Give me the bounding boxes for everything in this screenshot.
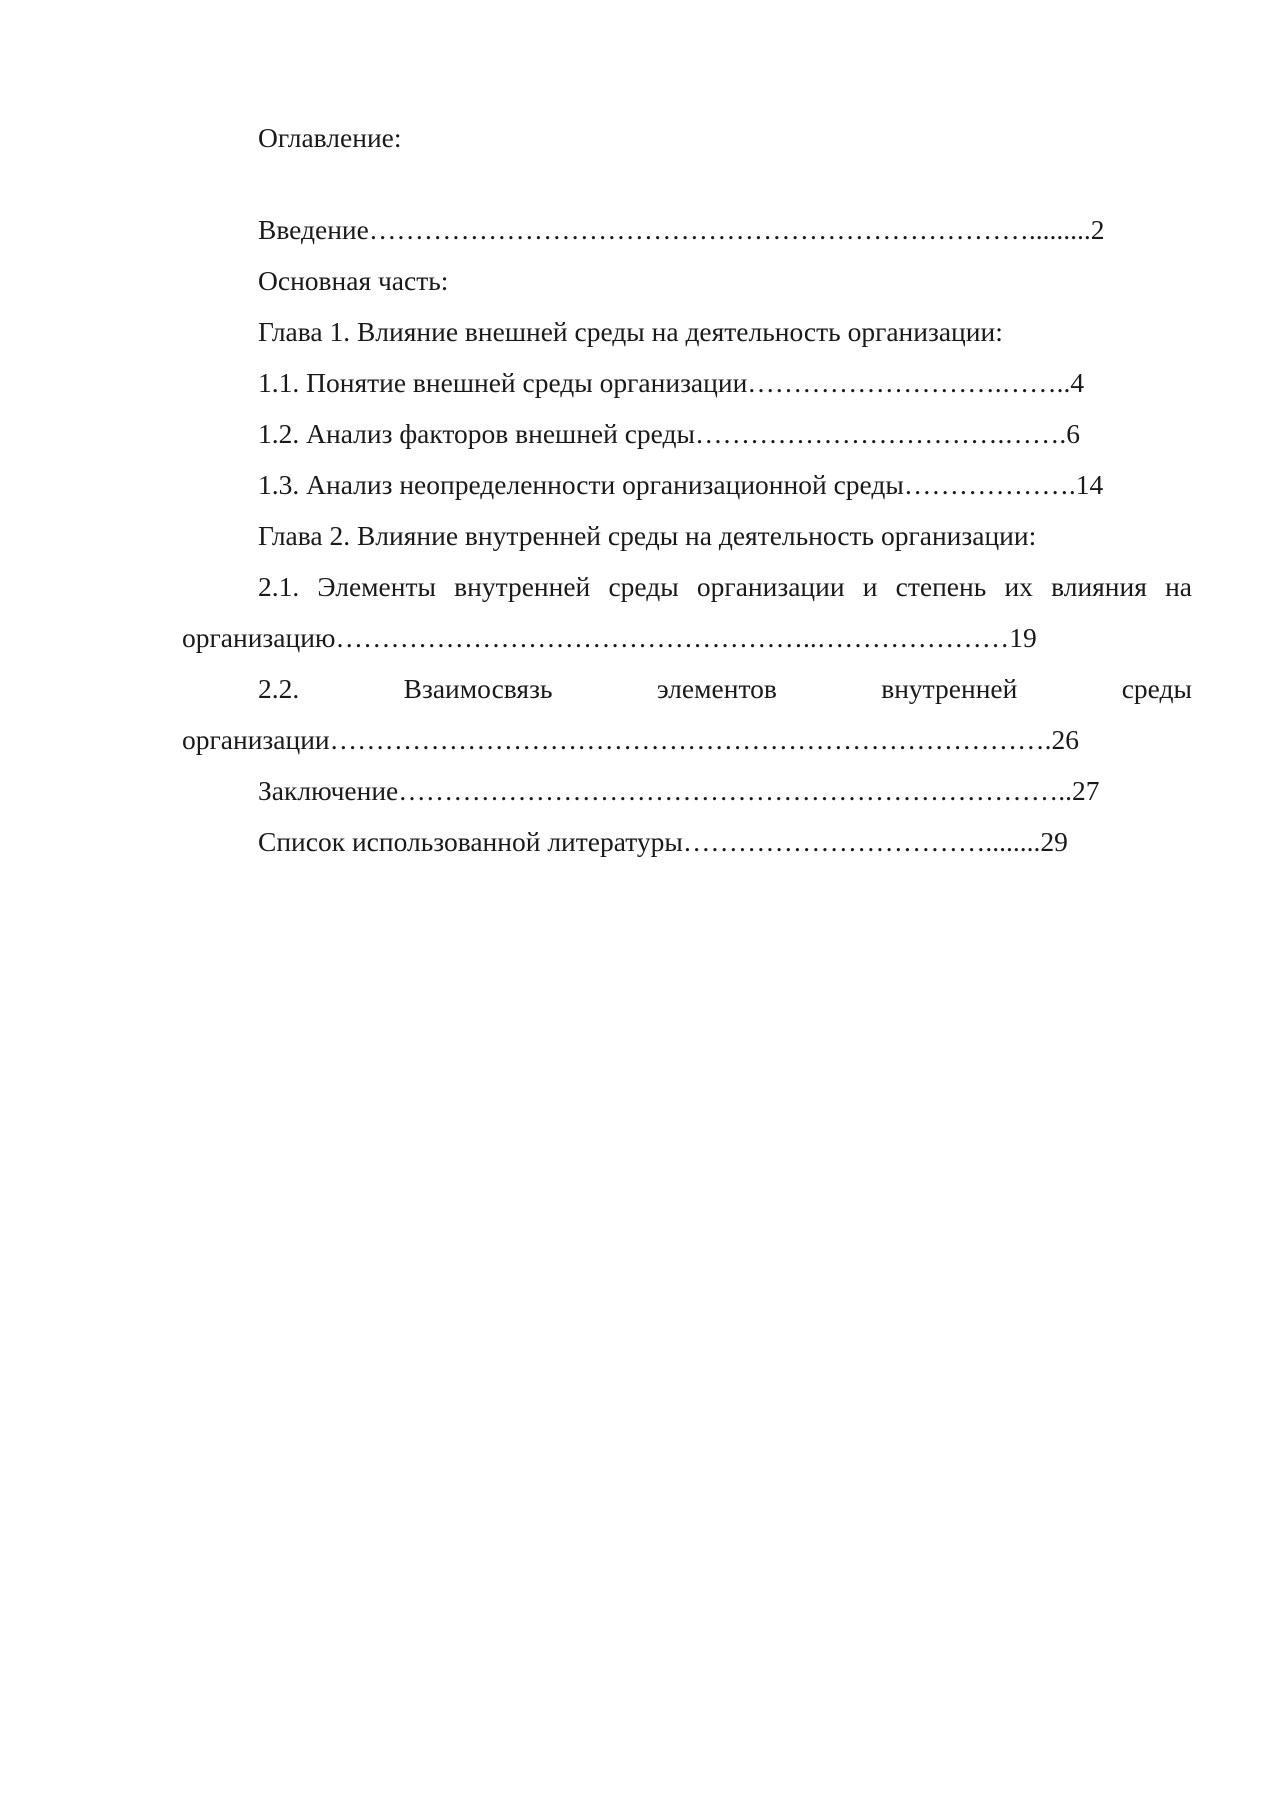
table-of-contents [182, 112, 1192, 867]
toc-entry-main-part: Основная часть: [258, 265, 449, 296]
toc-entry-1-3: 1.3. Анализ неопределенности организационной среды……………….14 [258, 469, 1104, 500]
toc-entry-1-1: 1.1. Понятие внешней среды организации……………………….……..4 [258, 367, 1085, 398]
toc-entry-introduction: Введение……………………………………………………………….........2 [258, 214, 1105, 245]
toc-entry-2-2-line2: организации…………………………………………………………………….26 [182, 724, 1080, 755]
toc-title: Оглавление: [258, 122, 402, 153]
toc-entry-references: Список использованной литературы……………………………........29 [258, 826, 1068, 857]
toc-entry-1-2: 1.2. Анализ факторов внешней среды…………………………….…….6 [258, 418, 1080, 449]
toc-entry-2-1-line1: 2.1. Элементы внутренней среды организации и степень их влияния на [258, 571, 1192, 602]
toc-entry-chapter-1: Глава 1. Влияние внешней среды на деятельность организации: [258, 316, 1003, 347]
toc-entry-conclusion: Заключение………………………………………………………………..27 [258, 775, 1100, 806]
toc-entry-2-2-line1: 2.2. Взаимосвязь элементов внутренней среды [258, 673, 1192, 704]
toc-entry-chapter-2: Глава 2. Влияние внутренней среды на деятельность организации: [258, 520, 1037, 551]
toc-entry-2-1-line2: организацию……………………………………………..…………………19 [182, 622, 1037, 653]
